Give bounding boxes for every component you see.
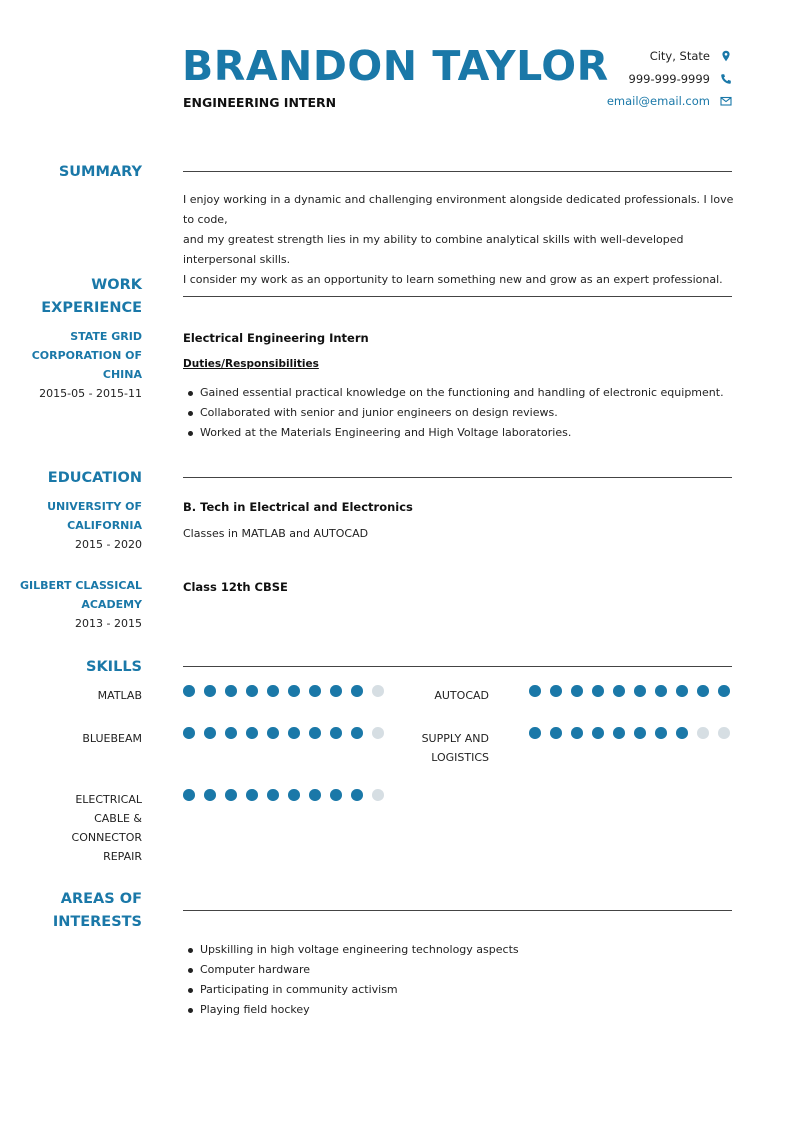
rating-dot-empty: [718, 727, 730, 739]
job-employer: [0, 327, 142, 403]
rating-dot-filled: [204, 685, 216, 697]
rating-dot-filled: [309, 789, 321, 801]
skill-label-line: BLUEBEAM: [82, 732, 142, 745]
summary-line: and my greatest strength lies in my ability to combine analytical skills with well-developed interpersonal skills.: [183, 233, 684, 266]
rating-dot-filled: [550, 685, 562, 697]
rating-dot-filled: [634, 685, 646, 697]
employer-line: CHINA: [102, 368, 142, 381]
rating-dot-filled: [571, 727, 583, 739]
rating-dot-empty: [697, 727, 709, 739]
map-pin-icon: [720, 50, 732, 62]
rating-dot-filled: [529, 727, 541, 739]
job-role: Electrical Engineering Intern: [183, 331, 369, 345]
rating-dot-filled: [225, 727, 237, 739]
summary-text: [183, 190, 735, 290]
rating-dot-filled: [330, 789, 342, 801]
contact-email[interactable]: [607, 90, 732, 113]
skill-label-line: MATLAB: [97, 689, 142, 702]
experience-heading-line: WORK: [91, 277, 142, 293]
school-line: CALIFORNIA: [67, 519, 142, 532]
rating-dot-filled: [246, 789, 258, 801]
interests-rule: [183, 910, 732, 911]
experience-heading-line: EXPERIENCE: [41, 300, 142, 316]
rating-dot-filled: [288, 685, 300, 697]
list-item: Participating in community activism: [188, 980, 519, 1000]
experience-rule: [183, 296, 732, 297]
rating-dot-filled: [204, 789, 216, 801]
duties-label: Duties/Responsibilities: [183, 358, 319, 370]
rating-dot-filled: [613, 685, 625, 697]
job-title: ENGINEERING INTERN: [183, 95, 337, 110]
summary-line: I consider my work as an opportunity to learn something new and grow as an expert professional.: [183, 273, 723, 286]
rating-dot-filled: [351, 789, 363, 801]
rating-dot-filled: [550, 727, 562, 739]
rating-dot-filled: [183, 685, 195, 697]
school-line: UNIVERSITY OF: [47, 500, 142, 513]
education-heading: EDUCATION: [47, 470, 142, 486]
employer-line: CORPORATION OF: [31, 349, 142, 362]
skill-label-line: AUTOCAD: [434, 689, 489, 702]
interests-heading-line: AREAS OF: [60, 891, 142, 907]
summary-line: I enjoy working in a dynamic and challenging environment alongside dedicated professionals. I love to code,: [183, 193, 734, 226]
rating-dot-filled: [246, 727, 258, 739]
list-item: Upskilling in high voltage engineering technology aspects: [188, 940, 519, 960]
school-line: GILBERT CLASSICAL: [20, 579, 142, 592]
education-degree: B. Tech in Electrical and Electronics: [183, 500, 413, 514]
education-detail: Classes in MATLAB and AUTOCAD: [183, 527, 369, 540]
rating-dot-filled: [183, 789, 195, 801]
skill-label: [349, 729, 489, 767]
skill-label-line: ELECTRICAL: [75, 793, 142, 806]
education-degree: Class 12th CBSE: [183, 580, 288, 594]
contact-location: [607, 45, 732, 68]
duties-list: [188, 383, 724, 443]
skill-label-line: CONNECTOR: [71, 831, 142, 844]
skill-label: [349, 686, 489, 705]
rating-dot-filled: [309, 727, 321, 739]
rating-dot-empty: [372, 789, 384, 801]
candidate-name: BRANDON TAYLOR: [182, 42, 609, 90]
job-dates: 2015-05 - 2015-11: [39, 387, 142, 400]
list-item: Computer hardware: [188, 960, 519, 980]
rating-dot-filled: [571, 685, 583, 697]
skill-label: [2, 729, 142, 748]
contact-phone: [607, 68, 732, 91]
employer-line: STATE GRID: [70, 330, 142, 343]
phone-text: 999-999-9999: [628, 71, 710, 86]
rating-dot-filled: [613, 727, 625, 739]
rating-dot-filled: [309, 685, 321, 697]
skill-label-line: SUPPLY AND: [421, 732, 489, 745]
envelope-icon: [720, 95, 732, 107]
email-link[interactable]: email@email.com: [606, 94, 710, 109]
summary-rule: [183, 171, 732, 172]
rating-dot-filled: [634, 727, 646, 739]
rating-dot-filled: [655, 685, 667, 697]
skill-label-line: REPAIR: [103, 850, 142, 863]
rating-dot-filled: [204, 727, 216, 739]
skill-rating: [183, 789, 384, 801]
education-dates: 2013 - 2015: [75, 617, 142, 630]
skill-rating: [529, 685, 730, 697]
skill-rating: [529, 727, 730, 739]
education-school: [0, 576, 142, 633]
education-rule: [183, 477, 732, 478]
summary-heading: SUMMARY: [58, 164, 142, 180]
school-line: ACADEMY: [81, 598, 142, 611]
interests-list: [188, 940, 519, 1020]
location-text: City, State: [649, 49, 710, 64]
rating-dot-filled: [267, 789, 279, 801]
list-item: Worked at the Materials Engineering and High Voltage laboratories.: [188, 423, 724, 443]
rating-dot-filled: [655, 727, 667, 739]
rating-dot-filled: [225, 789, 237, 801]
rating-dot-filled: [676, 727, 688, 739]
rating-dot-filled: [330, 685, 342, 697]
rating-dot-filled: [267, 685, 279, 697]
rating-dot-filled: [183, 727, 195, 739]
rating-dot-filled: [330, 727, 342, 739]
list-item: Playing field hockey: [188, 1000, 519, 1020]
skills-heading: SKILLS: [86, 659, 142, 675]
education-school: [0, 497, 142, 554]
phone-icon: [720, 73, 732, 85]
rating-dot-filled: [676, 685, 688, 697]
rating-dot-filled: [529, 685, 541, 697]
education-dates: 2015 - 2020: [75, 538, 142, 551]
experience-heading: [2, 274, 142, 320]
skill-label-line: CABLE &: [94, 812, 142, 825]
rating-dot-filled: [592, 685, 604, 697]
rating-dot-filled: [592, 727, 604, 739]
rating-dot-filled: [267, 727, 279, 739]
list-item: Collaborated with senior and junior engineers on design reviews.: [188, 403, 724, 423]
rating-dot-filled: [697, 685, 709, 697]
rating-dot-filled: [288, 727, 300, 739]
interests-heading-line: INTERESTS: [52, 914, 142, 930]
rating-dot-filled: [718, 685, 730, 697]
list-item: Gained essential practical knowledge on the functioning and handling of electronic equipment.: [188, 383, 724, 403]
skill-label: [2, 686, 142, 705]
rating-dot-filled: [225, 685, 237, 697]
interests-heading: [2, 888, 142, 934]
rating-dot-filled: [288, 789, 300, 801]
rating-dot-filled: [246, 685, 258, 697]
skills-rule: [183, 666, 732, 667]
skill-label-line: LOGISTICS: [431, 751, 489, 764]
contact-block: [607, 45, 732, 113]
skill-label: [2, 790, 142, 866]
